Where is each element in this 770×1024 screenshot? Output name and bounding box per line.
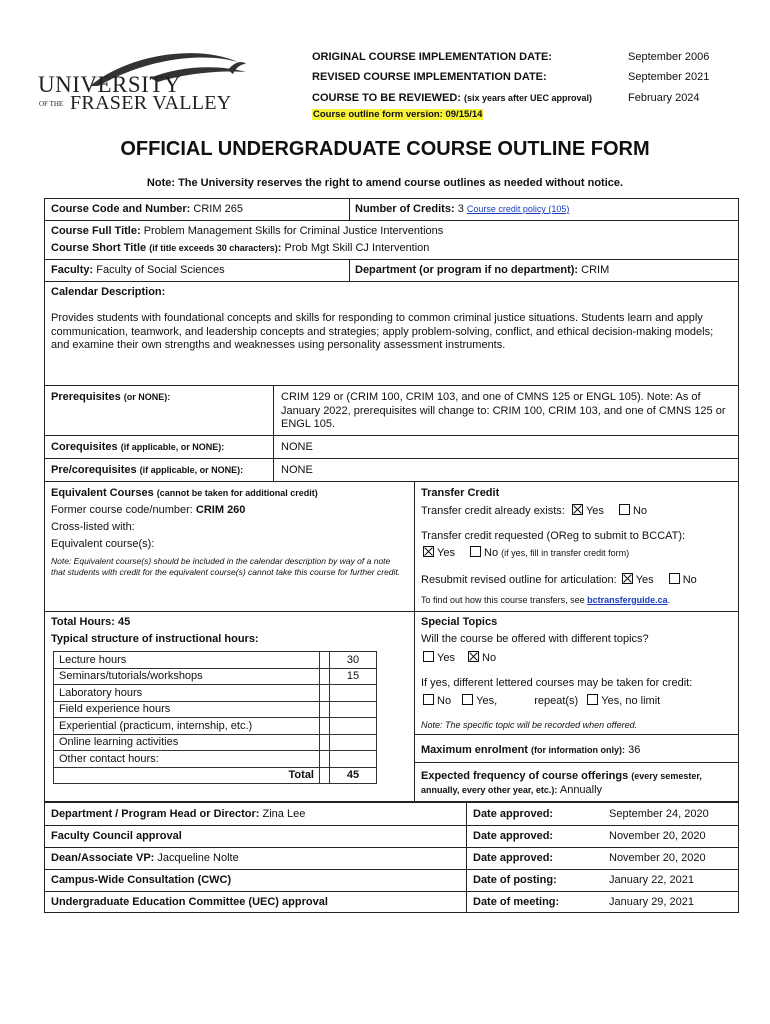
total-hours-label: Total Hours: — [51, 616, 115, 628]
resubmit-row — [421, 573, 697, 586]
approval-date-value: January 29, 2021 — [609, 896, 695, 908]
hours-row-value — [330, 685, 377, 702]
department-row — [355, 264, 609, 276]
transfer-exists-no-label: No — [632, 505, 648, 517]
equivalent-courses-label: Equivalent course(s): — [51, 538, 155, 550]
table-row — [54, 701, 377, 718]
table-row — [54, 685, 377, 702]
lettered-yes-checkbox[interactable] — [462, 694, 473, 705]
transfer-requested-row — [423, 546, 629, 559]
cross-listed-label: Cross-listed with: — [51, 521, 135, 533]
special-topics-no-label: No — [482, 652, 497, 664]
hours-row-label: Other contact hours: — [54, 751, 320, 768]
calendar-description: Provides students with foundational concepts and skills for responding to common criminal justice situations. Students learn and apply communication, teamwork, and leadership concepts and strategies; apply problem-solving, conflict, and ethical decision-making models; and examine their own strengths and weaknesses using personality assessment instruments. — [51, 312, 714, 351]
faculty-label: Faculty: — [51, 264, 94, 276]
hours-row-value: 30 — [330, 652, 377, 669]
hours-row-value: 15 — [330, 668, 377, 685]
bctransferguide-link[interactable]: bctransferguide.ca — [587, 595, 668, 605]
short-title-label: Course Short Title — [51, 242, 147, 254]
full-title-label: Course Full Title: — [51, 225, 141, 237]
frequency-value: Annually — [559, 784, 603, 796]
original-date-label: ORIGINAL COURSE IMPLEMENTATION DATE: — [312, 51, 552, 63]
review-date-row — [312, 92, 592, 104]
prereq-note: (or NONE): — [123, 392, 171, 402]
approval-row — [51, 852, 239, 864]
lettered-no-limit-label: Yes, no limit — [601, 695, 661, 707]
approval-row — [51, 896, 328, 908]
hours-row-label: Lecture hours — [54, 652, 320, 669]
approval-date-label: Date approved: — [473, 808, 554, 820]
transfer-requested-no-checkbox[interactable] — [470, 546, 481, 557]
resubmit-yes-label: Yes — [635, 574, 654, 586]
typical-structure-label: Typical structure of instructional hours: — [51, 633, 259, 645]
approval-date-value: November 20, 2020 — [609, 830, 706, 842]
approval-person: Jacqueline Nolte — [157, 852, 239, 864]
department-label: Department (or program if no department): — [355, 264, 579, 276]
special-topics-no-checkbox[interactable] — [468, 651, 479, 662]
university-logo — [38, 48, 250, 118]
prereq-label-row — [51, 391, 170, 403]
lettered-courses-row — [423, 694, 660, 707]
resubmit-no-checkbox[interactable] — [669, 573, 680, 584]
equivalent-note: (cannot be taken for additional credit) — [156, 488, 318, 498]
special-topics-label: Special Topics — [421, 616, 498, 628]
course-code-row — [51, 203, 243, 215]
revised-date-value: September 2021 — [628, 71, 710, 83]
transfer-exists-yes-label: Yes — [585, 505, 604, 517]
precoreq-label-row — [51, 464, 243, 476]
approval-label: Department / Program Head or Director: — [51, 808, 260, 820]
coreq-value: NONE — [281, 441, 313, 453]
approval-row — [51, 874, 231, 886]
hours-row-value — [330, 718, 377, 735]
coreq-note: (if applicable, or NONE): — [120, 442, 225, 452]
former-course-value: CRIM 260 — [195, 504, 246, 516]
special-topics-note: Note: The specific topic will be recorded when offered. — [421, 720, 638, 730]
table-row — [54, 767, 377, 784]
approval-label: Undergraduate Education Committee (UEC) approval — [51, 896, 328, 908]
special-topics-answer-row — [423, 651, 496, 664]
transfer-exists-label: Transfer credit already exists: — [421, 505, 565, 517]
faculty-value: Faculty of Social Sciences — [96, 264, 225, 276]
table-row — [54, 751, 377, 768]
transfer-requested-label: Transfer credit requested (OReg to submit to BCCAT): — [421, 530, 686, 542]
form-version: Course outline form version: 09/15/14 — [313, 109, 483, 120]
hours-total-label: Total — [54, 767, 320, 784]
course-code-value: CRIM 265 — [193, 203, 243, 215]
credits-row — [355, 203, 569, 215]
enrolment-label: Maximum enrolment — [421, 744, 528, 756]
transfer-exists-yes-checkbox[interactable] — [572, 504, 583, 515]
special-topics-question: Will the course be offered with different topics? — [421, 633, 649, 645]
approval-row — [51, 830, 182, 842]
hours-row-value — [330, 701, 377, 718]
faculty-row — [51, 264, 225, 276]
credits-label: Number of Credits: — [355, 203, 455, 215]
credit-policy-link[interactable]: Course credit policy (105) — [466, 204, 570, 214]
hours-row-label: Seminars/tutorials/workshops — [54, 668, 320, 685]
full-title-row — [51, 225, 443, 237]
table-row — [54, 652, 377, 669]
former-course-label: Former course code/number: — [51, 504, 193, 516]
full-title-value: Problem Management Skills for Criminal Justice Interventions — [143, 225, 444, 237]
hours-row-value — [330, 751, 377, 768]
approval-date-label: Date of posting: — [473, 874, 557, 886]
enrolment-note: (for information only): — [531, 745, 626, 755]
approval-label: Dean/Associate VP: — [51, 852, 155, 864]
resubmit-no-label: No — [682, 574, 697, 586]
lettered-no-checkbox[interactable] — [423, 694, 434, 705]
enrolment-row — [421, 744, 640, 756]
amend-note: Note: The University reserves the right to amend course outlines as needed without notice. — [146, 177, 624, 189]
review-date-label: COURSE TO BE REVIEWED: — [312, 92, 461, 104]
approval-label: Campus-Wide Consultation (CWC) — [51, 874, 232, 886]
lettered-no-limit-checkbox[interactable] — [587, 694, 598, 705]
precoreq-value: NONE — [281, 464, 313, 476]
short-title-row: Course Short Title (if title exceeds 30 characters): Prob Mgt Skill CJ Intervention — [51, 242, 430, 254]
lettered-yes-label: Yes, — [476, 695, 498, 707]
transfer-requested-yes-checkbox[interactable] — [423, 546, 434, 557]
coreq-label-row — [51, 441, 224, 453]
frequency-note: (every semester, annually, every other year, etc.): — [421, 771, 702, 795]
approval-row — [51, 808, 305, 820]
former-course-row — [51, 504, 245, 516]
hours-row-label: Online learning activities — [54, 734, 320, 751]
prereq-value: CRIM 129 or (CRIM 100, CRIM 103, and one of CMNS 125 or ENGL 105). Note: As of January 2022, prerequisites will change to: CRIM 100, CRIM 103, and one of CMNS 125 or ENGL 105. — [281, 391, 726, 430]
calendar-label: Calendar Description: — [51, 286, 166, 298]
transfer-exists-no-checkbox[interactable] — [619, 504, 630, 515]
logo-university-text: UNIVERSITY — [38, 72, 181, 97]
transfer-credit-label: Transfer Credit — [421, 487, 500, 499]
approval-date-label: Date approved: — [473, 852, 554, 864]
prereq-label: Prerequisites — [51, 391, 121, 403]
review-date-value: February 2024 — [628, 92, 700, 104]
transfer-exists-row — [421, 504, 647, 517]
credits-value: 3 — [457, 203, 464, 215]
coreq-label: Corequisites — [51, 441, 118, 453]
hours-row-value — [330, 734, 377, 751]
approval-date-value: January 22, 2021 — [609, 874, 695, 886]
equivalent-label-row — [51, 487, 318, 499]
approval-label: Faculty Council approval — [51, 830, 182, 842]
approval-date-label: Date of meeting: — [473, 896, 560, 908]
precoreq-note: (if applicable, or NONE): — [139, 465, 244, 475]
frequency-block — [421, 769, 733, 797]
transfer-requested-yes-label: Yes — [437, 547, 455, 559]
find-out-text: To find out how this course transfers, see — [421, 595, 585, 605]
approval-date-label: Date approved: — [473, 830, 554, 842]
precoreq-label: Pre/corequisites — [51, 464, 137, 476]
page-title: OFFICIAL UNDERGRADUATE COURSE OUTLINE FORM — [120, 138, 650, 160]
equivalent-italic-note: Note: Equivalent course(s) should be included in the calendar description by way of a note that students with credit for the equivalent course(s) cannot take this course for further credit. — [51, 556, 401, 577]
resubmit-label: Resubmit revised outline for articulation: — [421, 574, 617, 586]
approval-person: Zina Lee — [262, 808, 306, 820]
total-hours-value: 45 — [118, 616, 131, 628]
logo-fraser-valley-text: FRASER VALLEY — [70, 92, 232, 114]
hours-table — [53, 651, 377, 784]
hours-row-label: Laboratory hours — [54, 685, 320, 702]
short-title-note: (if title exceeds 30 characters) — [149, 243, 278, 253]
find-out-period: . — [667, 595, 671, 605]
total-hours-row — [51, 616, 130, 628]
transfer-requested-no-label: No — [484, 547, 499, 559]
approval-date-value: September 24, 2020 — [609, 808, 709, 820]
department-value: CRIM — [581, 264, 610, 276]
hours-row-label: Field experience hours — [54, 701, 320, 718]
enrolment-value: 36 — [628, 744, 641, 756]
special-topics-yes-checkbox[interactable] — [423, 651, 434, 662]
approval-date-value: November 20, 2020 — [609, 852, 706, 864]
lettered-repeats-label: repeat(s) — [534, 695, 579, 707]
course-code-label: Course Code and Number: — [51, 203, 191, 215]
short-title-value: Prob Mgt Skill CJ Intervention — [284, 242, 430, 254]
equivalent-label: Equivalent Courses — [51, 487, 154, 499]
resubmit-yes-checkbox[interactable] — [622, 573, 633, 584]
table-row — [54, 734, 377, 751]
revised-date-label: REVISED COURSE IMPLEMENTATION DATE: — [312, 71, 547, 83]
review-date-note: (six years after UEC approval) — [464, 93, 593, 103]
find-out-row — [421, 595, 670, 605]
transfer-requested-note: (if yes, fill in transfer credit form) — [501, 548, 630, 558]
special-topics-yes-label: Yes — [437, 652, 455, 664]
hours-total-value: 45 — [330, 767, 377, 784]
table-row — [54, 718, 377, 735]
original-date-value: September 2006 — [628, 51, 710, 63]
frequency-label: Expected frequency of course offerings — [421, 770, 629, 782]
hours-row-label: Experiential (practicum, internship, etc.) — [54, 718, 320, 735]
logo-of-the-text: OF THE — [39, 100, 64, 108]
lettered-courses-text: If yes, different lettered courses may be taken for credit: — [421, 677, 693, 689]
lettered-no-label: No — [437, 695, 452, 707]
table-row — [54, 668, 377, 685]
